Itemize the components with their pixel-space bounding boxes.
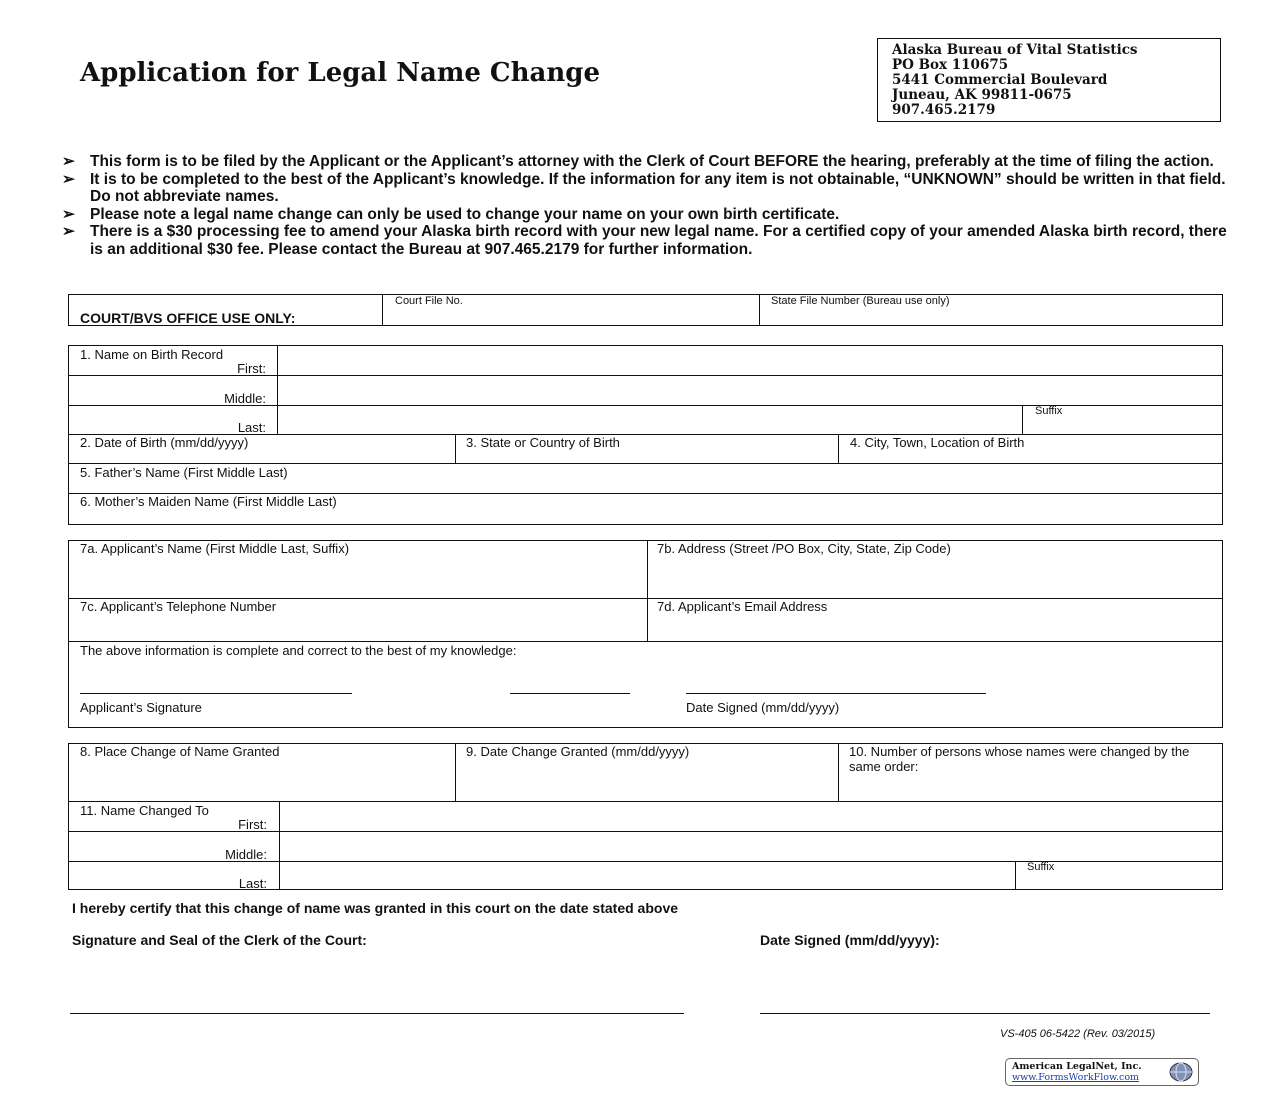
birth-suffix-input[interactable] <box>1024 418 1221 433</box>
birth-suffix-label: Suffix <box>1035 405 1063 417</box>
new-middle-input[interactable] <box>281 833 1221 860</box>
name-changed-label: 11. Name Changed To <box>80 803 209 818</box>
birth-first-input[interactable] <box>279 347 1221 374</box>
certify-text: I hereby certify that this change of name was granted in this court on the date stated above <box>72 900 679 916</box>
american-legalnet-logo[interactable] <box>1005 1058 1199 1086</box>
applicant-phone-label: 7c. Applicant’s Telephone Number <box>80 599 277 614</box>
attestation-text: The above information is complete and correct to the best of my knowledge: <box>80 643 517 658</box>
dob-input[interactable] <box>70 449 454 462</box>
birth-name-label: 1. Name on Birth Record <box>80 347 224 362</box>
birth-middle-input[interactable] <box>279 377 1221 404</box>
birth-middle-label: Middle: <box>224 391 266 406</box>
applicant-signature-label: Applicant’s Signature <box>80 700 202 715</box>
persons-changed-input[interactable] <box>840 776 1221 800</box>
clerk-date-label: Date Signed (mm/dd/yyyy): <box>760 932 940 948</box>
applicant-address-input[interactable] <box>649 558 1221 597</box>
date-granted-input[interactable] <box>457 762 837 800</box>
instruction-item: ➢ This form is to be filed by the Applicant or the Applicant’s attorney with the Clerk of Court BEFORE the hearing, preferably at the time of filing the action. <box>62 153 1214 170</box>
mother-name-label: 6. Mother’s Maiden Name (First Middle Last) <box>80 494 337 509</box>
clerk-signature-field[interactable] <box>70 955 684 1012</box>
birth-first-label: First: <box>237 361 266 376</box>
birth-city-label: 4. City, Town, Location of Birth <box>850 435 1025 450</box>
new-middle-label: Middle: <box>225 847 267 862</box>
applicant-address-label: 7b. Address (Street /PO Box, City, State, Zip Code) <box>657 541 951 556</box>
logo-company: American LegalNet, Inc. <box>1012 1061 1142 1072</box>
applicant-date-signed-input[interactable] <box>686 665 986 692</box>
new-suffix-input[interactable] <box>1017 875 1221 889</box>
page-title: Application for Legal Name Change <box>80 58 600 88</box>
new-suffix-label: Suffix <box>1027 861 1055 873</box>
state-file-label: State File Number (Bureau use only) <box>771 295 950 307</box>
court-file-input[interactable] <box>383 310 758 325</box>
persons-changed-label: 10. Number of persons whose names were changed by the same order: <box>849 744 1190 774</box>
applicant-signature-field[interactable] <box>80 665 352 692</box>
clerk-date-input[interactable] <box>760 955 1210 1012</box>
instruction-item: ➢ There is a $30 processing fee to amend your Alaska birth record with your new legal name. For a certified copy of your amended Alaska birth record, there is an additional $30 fee. Please contact the Bureau at 907.465.2179 for further information. <box>62 223 1227 258</box>
applicant-name-label: 7a. Applicant’s Name (First Middle Last, Suffix) <box>80 541 350 556</box>
state-country-input[interactable] <box>457 449 837 462</box>
place-granted-input[interactable] <box>70 762 454 800</box>
arrow-bullet-icon: ➢ <box>62 153 75 170</box>
birth-city-input[interactable] <box>840 449 1221 462</box>
place-granted-label: 8. Place Change of Name Granted <box>80 744 280 759</box>
court-file-label: Court File No. <box>395 295 463 307</box>
form-id: VS-405 06-5422 (Rev. 03/2015) <box>1000 1028 1156 1040</box>
state-country-label: 3. State or Country of Birth <box>466 435 620 450</box>
mother-name-input[interactable] <box>70 508 1221 524</box>
bureau-street: 5441 Commercial Boulevard <box>892 72 1108 88</box>
applicant-email-input[interactable] <box>649 615 1221 640</box>
new-first-input[interactable] <box>281 803 1221 830</box>
instruction-item: ➢ Please note a legal name change can only be used to change your name on your own birth certificate. <box>62 205 840 223</box>
new-last-input[interactable] <box>281 863 1014 889</box>
logo-url[interactable]: www.FormsWorkFlow.com <box>1012 1072 1140 1083</box>
dob-label: 2. Date of Birth (mm/dd/yyyy) <box>80 435 249 450</box>
arrow-bullet-icon: ➢ <box>62 223 75 240</box>
bureau-city: Juneau, AK 99811-0675 <box>892 87 1072 103</box>
applicant-phone-input[interactable] <box>70 615 646 640</box>
new-last-label: Last: <box>238 876 267 891</box>
father-name-label: 5. Father’s Name (First Middle Last) <box>80 465 288 480</box>
applicant-date-signed-label: Date Signed (mm/dd/yyyy) <box>686 700 840 715</box>
date-granted-label: 9. Date Change Granted (mm/dd/yyyy) <box>466 744 690 759</box>
instructions-list <box>62 153 1237 258</box>
arrow-bullet-icon: ➢ <box>62 170 75 188</box>
clerk-signature-label: Signature and Seal of the Clerk of the Court: <box>72 932 367 948</box>
bureau-po-box: PO Box 110675 <box>892 57 1009 73</box>
bureau-phone: 907.465.2179 <box>892 102 996 118</box>
applicant-name-input[interactable] <box>70 558 646 597</box>
instruction-item: ➢ It is to be completed to the best of the Applicant’s knowledge. If the information for any item is not obtainable, “UNKNOWN” should be written in that field. Do not abbreviate names. <box>62 170 1226 205</box>
bureau-name: Alaska Bureau of Vital Statistics <box>892 42 1138 58</box>
arrow-bullet-icon: ➢ <box>62 205 75 223</box>
bureau-address-box <box>877 38 1221 122</box>
new-first-label: First: <box>238 817 267 832</box>
globe-icon <box>1168 1061 1194 1083</box>
state-file-input[interactable] <box>760 310 1222 325</box>
birth-last-label: Last: <box>237 420 266 435</box>
applicant-email-label: 7d. Applicant’s Email Address <box>657 599 828 614</box>
birth-last-input[interactable] <box>279 407 1021 433</box>
office-use-label: COURT/BVS OFFICE USE ONLY: <box>80 310 296 326</box>
father-name-input[interactable] <box>70 479 1221 492</box>
